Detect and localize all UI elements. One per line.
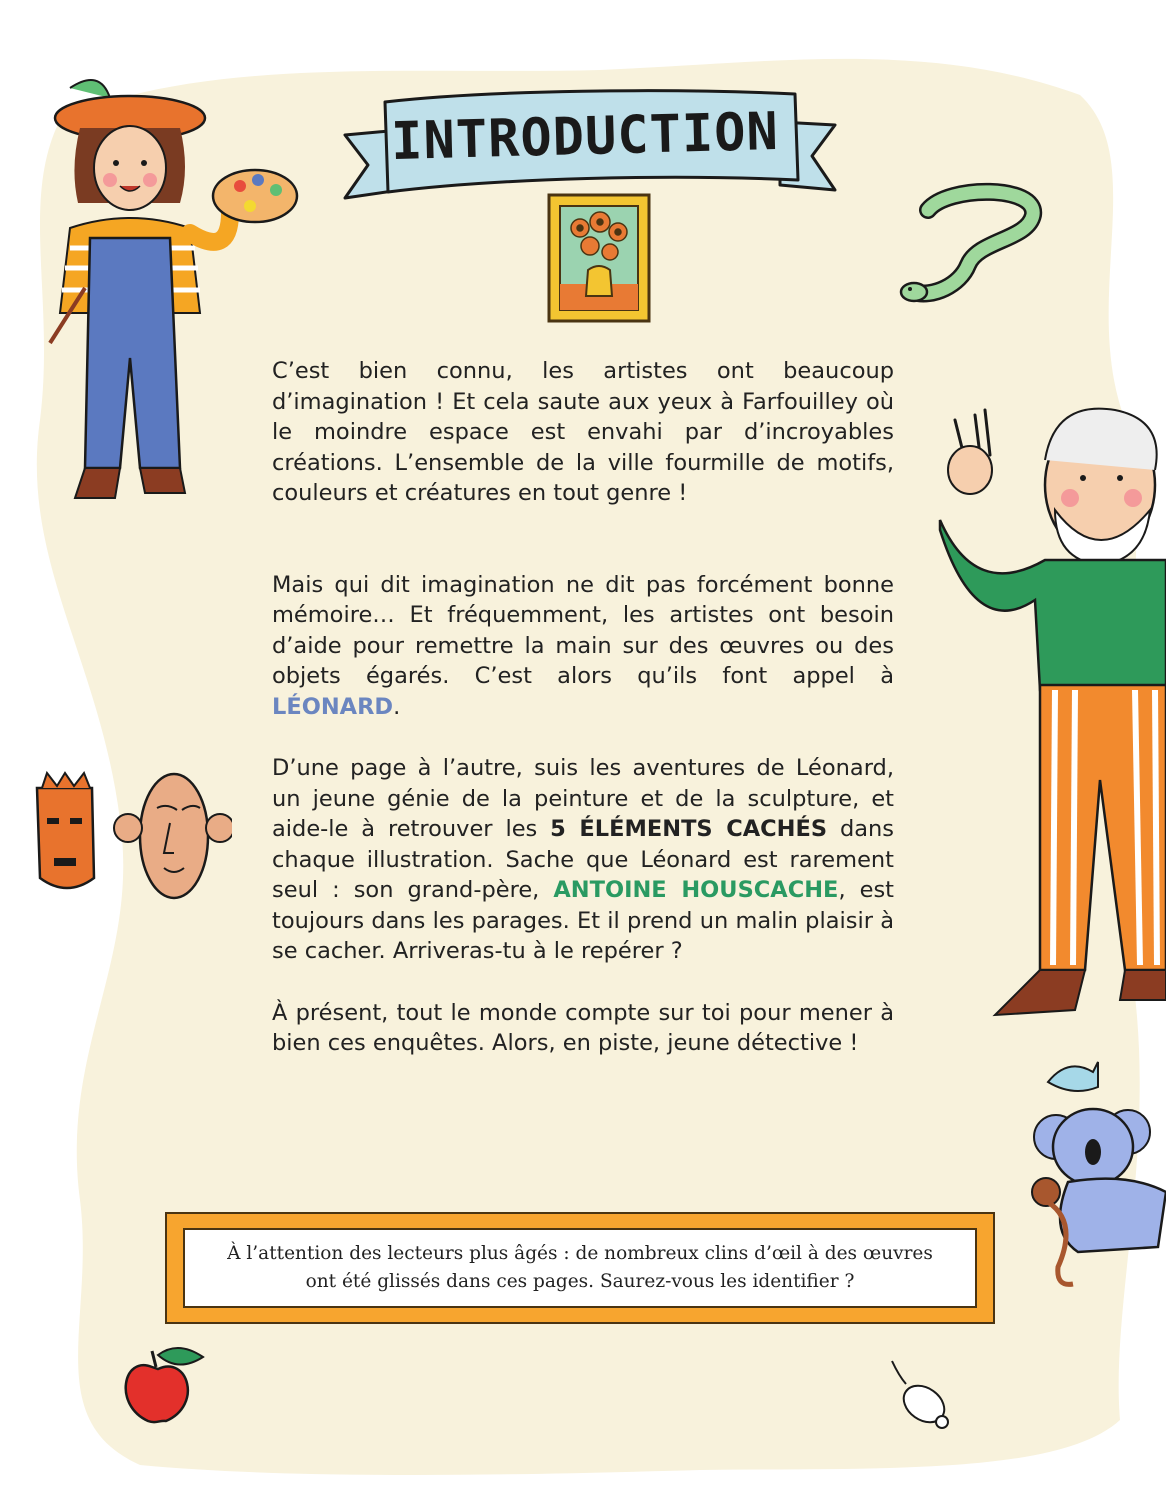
hidden-elements-label: 5 ÉLÉMENTS CACHÉS	[550, 816, 828, 842]
paragraph-2-end: .	[393, 693, 401, 720]
intro-text	[272, 356, 894, 1059]
snake-icon	[898, 180, 1058, 310]
note-line-2: ont été glissés dans ces pages. Saurez-vous les identifier ?	[305, 1271, 855, 1292]
apple-icon	[118, 1345, 208, 1425]
paragraph-2	[272, 570, 894, 723]
name-antoine: ANTOINE HOUSCACHE	[553, 877, 839, 903]
paragraph-3-mid: dans chaque illustration. Sache que Léonard est rarement seul : son grand-père,	[272, 816, 894, 903]
note-frame	[165, 1212, 995, 1324]
paragraph-3-end: , est toujours dans les parages. Et il prend un malin plaisir à se cacher. Arriveras-tu à le repérer ?	[272, 877, 894, 964]
sunflowers-painting-icon	[546, 192, 652, 324]
page-title: INTRODUCTION	[390, 101, 780, 173]
name-leonard: LÉONARD	[272, 693, 394, 720]
note-box	[183, 1228, 977, 1308]
note-text	[227, 1240, 933, 1296]
paragraph-1: C’est bien connu, les artistes ont beaucoup d’imagination ! Et cela saute aux yeux à Farfouilley où le moindre espace est envahi par d’incroyables créations. L’ensemble de la ville fourmille de motifs, couleurs et créatures en tout genre !	[272, 358, 894, 506]
mouse-icon	[884, 1356, 954, 1431]
koala-bird-monkey-illustration	[1018, 1052, 1166, 1292]
masks-icon	[32, 768, 232, 908]
note-line-1: À l’attention des lecteurs plus âgés : de nombreux clins d’œil à des œuvres	[227, 1243, 933, 1264]
paragraph-2-text: Mais qui dit imagination ne dit pas forcément bonne mémoire… Et fréquemment, les artistes ont besoin d’aide pour remettre la main sur des œuvres ou des objets égarés. C’est alors qu’ils font appel à	[272, 571, 894, 689]
paragraph-3	[272, 753, 894, 967]
painter-woman-illustration	[30, 68, 300, 508]
paragraph-3-text: D’une page à l’autre, suis les aventures de Léonard, un jeune génie de la peinture et de la sculpture, et aide-le à retrouver les	[272, 755, 894, 842]
grandfather-illustration	[935, 400, 1166, 1030]
paragraph-4: À présent, tout le monde compte sur toi pour mener à bien ces enquêtes. Alors, en piste, jeune détective !	[272, 999, 894, 1056]
